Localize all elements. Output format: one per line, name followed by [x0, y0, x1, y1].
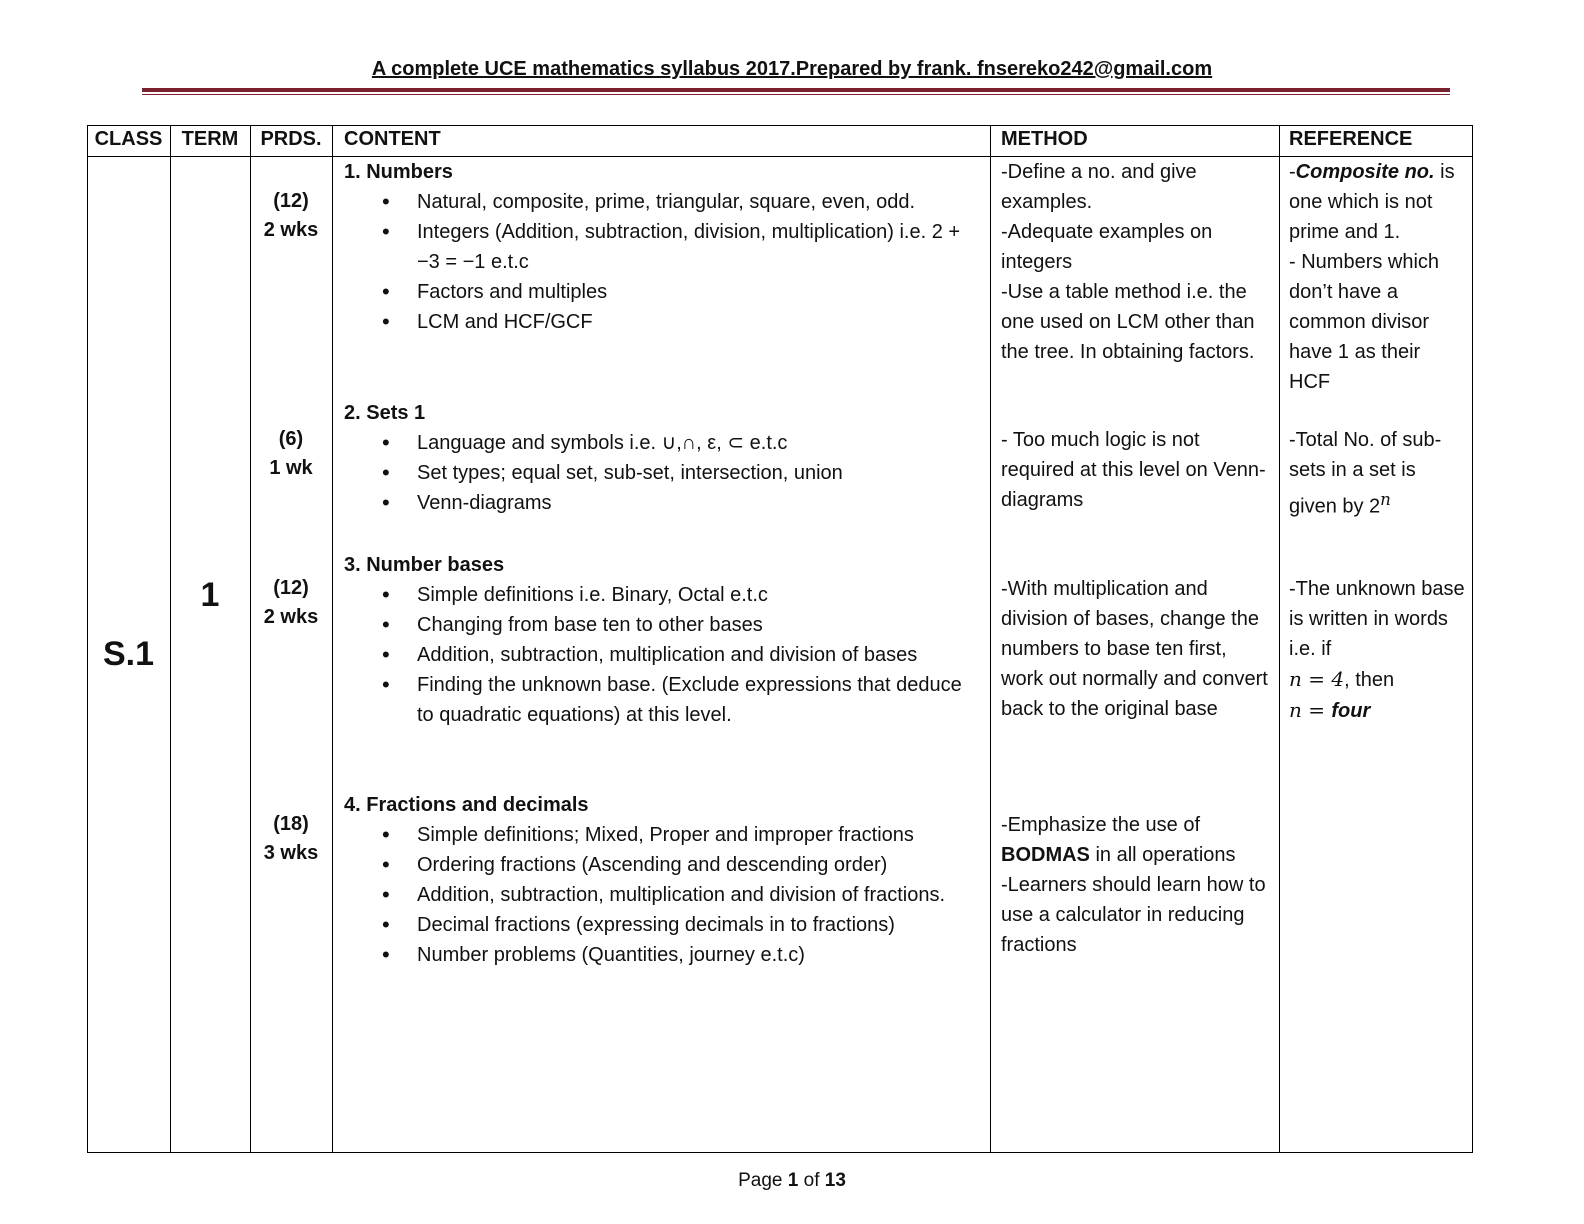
method-note: -With multiplication and division of bases, change the numbers to base ten first, work out normally and convert back to the original base — [1001, 578, 1268, 720]
reference-text: -Total No. of sub-sets in a set is given by 2 — [1289, 429, 1442, 518]
column-divider — [250, 125, 251, 1153]
list-item: • Number problems (Quantities, journey e.t.c) — [344, 940, 984, 970]
topic-title: 2. Sets 1 — [344, 402, 426, 424]
periods-weeks: 2 wks — [263, 219, 319, 241]
content-topic-4 — [344, 790, 984, 970]
periods-weeks: 2 wks — [263, 606, 319, 628]
footer-text: of — [798, 1170, 825, 1191]
page-title: A complete UCE mathematics syllabus 2017.Prepared by frank. fnsereko242@gmail.com — [371, 58, 1213, 80]
periods-count: (6) — [278, 428, 304, 450]
periods-weeks: 1 wk — [269, 457, 313, 479]
header-term: TERM — [181, 128, 239, 150]
periods-count: (12) — [273, 577, 309, 599]
class-value: S.1 — [102, 635, 155, 673]
reference-topic-3 — [1289, 574, 1465, 726]
reference-topic-1 — [1289, 157, 1465, 397]
list-item: • Simple definitions i.e. Binary, Octal e.t.c — [344, 580, 984, 610]
list-item: • Factors and multiples — [344, 277, 984, 307]
method-topic-4 — [1001, 810, 1273, 960]
topic-bullets — [344, 580, 984, 730]
periods-topic-4 — [250, 810, 332, 868]
method-note: -Adequate examples on integers — [1001, 221, 1213, 273]
topic-title: 1. Numbers — [344, 161, 453, 183]
periods-weeks: 3 wks — [263, 842, 319, 864]
method-note: -Define a no. and give examples. — [1001, 161, 1197, 213]
reference-note: - Numbers which don’t have a common divisor have 1 as their HCF — [1289, 251, 1440, 393]
content-topic-2 — [344, 398, 984, 518]
list-item: • Venn-diagrams — [344, 488, 984, 518]
reference-note: -The unknown base is written in words i.e. if — [1289, 578, 1465, 660]
reference-exponent: n — [1380, 490, 1391, 509]
periods-topic-2 — [250, 425, 332, 483]
reference-note — [1289, 425, 1465, 522]
footer-text: Page — [738, 1170, 788, 1191]
method-topic-2 — [1001, 425, 1273, 515]
column-divider — [332, 125, 333, 1153]
list-item: • Finding the unknown base. (Exclude expressions that deduce to quadratic equations) at this level. — [344, 670, 984, 730]
periods-count: (18) — [273, 813, 309, 835]
list-item: • Simple definitions; Mixed, Proper and improper fractions — [344, 820, 984, 850]
method-note: -Learners should learn how to use a calculator in reducing fractions — [1001, 874, 1266, 956]
reference-equation: n = 4 — [1289, 667, 1345, 691]
list-item: • LCM and HCF/GCF — [344, 307, 984, 337]
periods-count: (12) — [273, 190, 309, 212]
column-divider — [1279, 125, 1280, 1153]
topic-title: 4. Fractions and decimals — [344, 794, 589, 816]
method-text: in all operations — [1089, 844, 1236, 866]
header-rule-thick — [142, 88, 1450, 92]
topic-bullets — [344, 820, 984, 970]
header-prds: PRDS. — [260, 128, 322, 150]
periods-topic-1 — [250, 187, 332, 245]
reference-text: , then — [1344, 669, 1395, 691]
method-topic-3 — [1001, 574, 1273, 724]
content-topic-3 — [344, 550, 984, 730]
page-number: 1 — [787, 1170, 799, 1191]
list-item: • Changing from base ten to other bases — [344, 610, 984, 640]
method-text: -Emphasize the use of — [1001, 814, 1200, 836]
list-item: • Ordering fractions (Ascending and descending order) — [344, 850, 984, 880]
header-rule-thin — [142, 94, 1450, 95]
content-topic-1 — [344, 157, 984, 337]
reference-equation: n = — [1289, 698, 1332, 722]
list-item: • Natural, composite, prime, triangular, square, even, odd. — [344, 187, 984, 217]
reference-topic-2 — [1289, 425, 1465, 522]
page-footer — [0, 1170, 1584, 1192]
method-topic-1 — [1001, 157, 1273, 367]
method-bold-term: BODMAS — [1001, 844, 1090, 866]
topic-bullets — [344, 187, 984, 337]
list-item: • Addition, subtraction, multiplication and division of fractions. — [344, 880, 984, 910]
topic-bullets — [344, 428, 984, 518]
list-item: • Decimal fractions (expressing decimals in to fractions) — [344, 910, 984, 940]
topic-title: 3. Number bases — [344, 554, 505, 576]
list-item: • Set types; equal set, sub-set, intersection, union — [344, 458, 984, 488]
reference-text: - — [1289, 161, 1296, 183]
column-divider — [990, 125, 991, 1153]
header-reference: REFERENCE — [1289, 128, 1413, 150]
method-note: - Too much logic is not required at this level on Venn-diagrams — [1001, 429, 1266, 511]
header-method: METHOD — [1001, 128, 1088, 150]
reference-note — [1289, 157, 1465, 247]
column-divider — [170, 125, 171, 1153]
list-item: • Integers (Addition, subtraction, division, multiplication) i.e. 2 + −3 = −1 e.t.c — [344, 217, 984, 277]
reference-note — [1289, 695, 1465, 726]
page-total: 13 — [824, 1170, 846, 1191]
header-content: CONTENT — [344, 128, 441, 150]
reference-emphasis: four — [1331, 700, 1371, 722]
list-item: • Language and symbols i.e. ∪,∩, ε, ⊂ e.t.c — [344, 428, 984, 458]
term-value: 1 — [200, 576, 220, 614]
header-class: CLASS — [94, 128, 163, 150]
periods-topic-3 — [250, 574, 332, 632]
reference-note — [1289, 664, 1465, 695]
list-item: • Addition, subtraction, multiplication and division of bases — [344, 640, 984, 670]
method-note: -Use a table method i.e. the one used on LCM other than the tree. In obtaining factors. — [1001, 281, 1255, 363]
reference-text: is one which is not prime and 1. — [1289, 161, 1455, 243]
method-note — [1001, 810, 1273, 870]
reference-emphasis: Composite no. — [1295, 161, 1435, 183]
